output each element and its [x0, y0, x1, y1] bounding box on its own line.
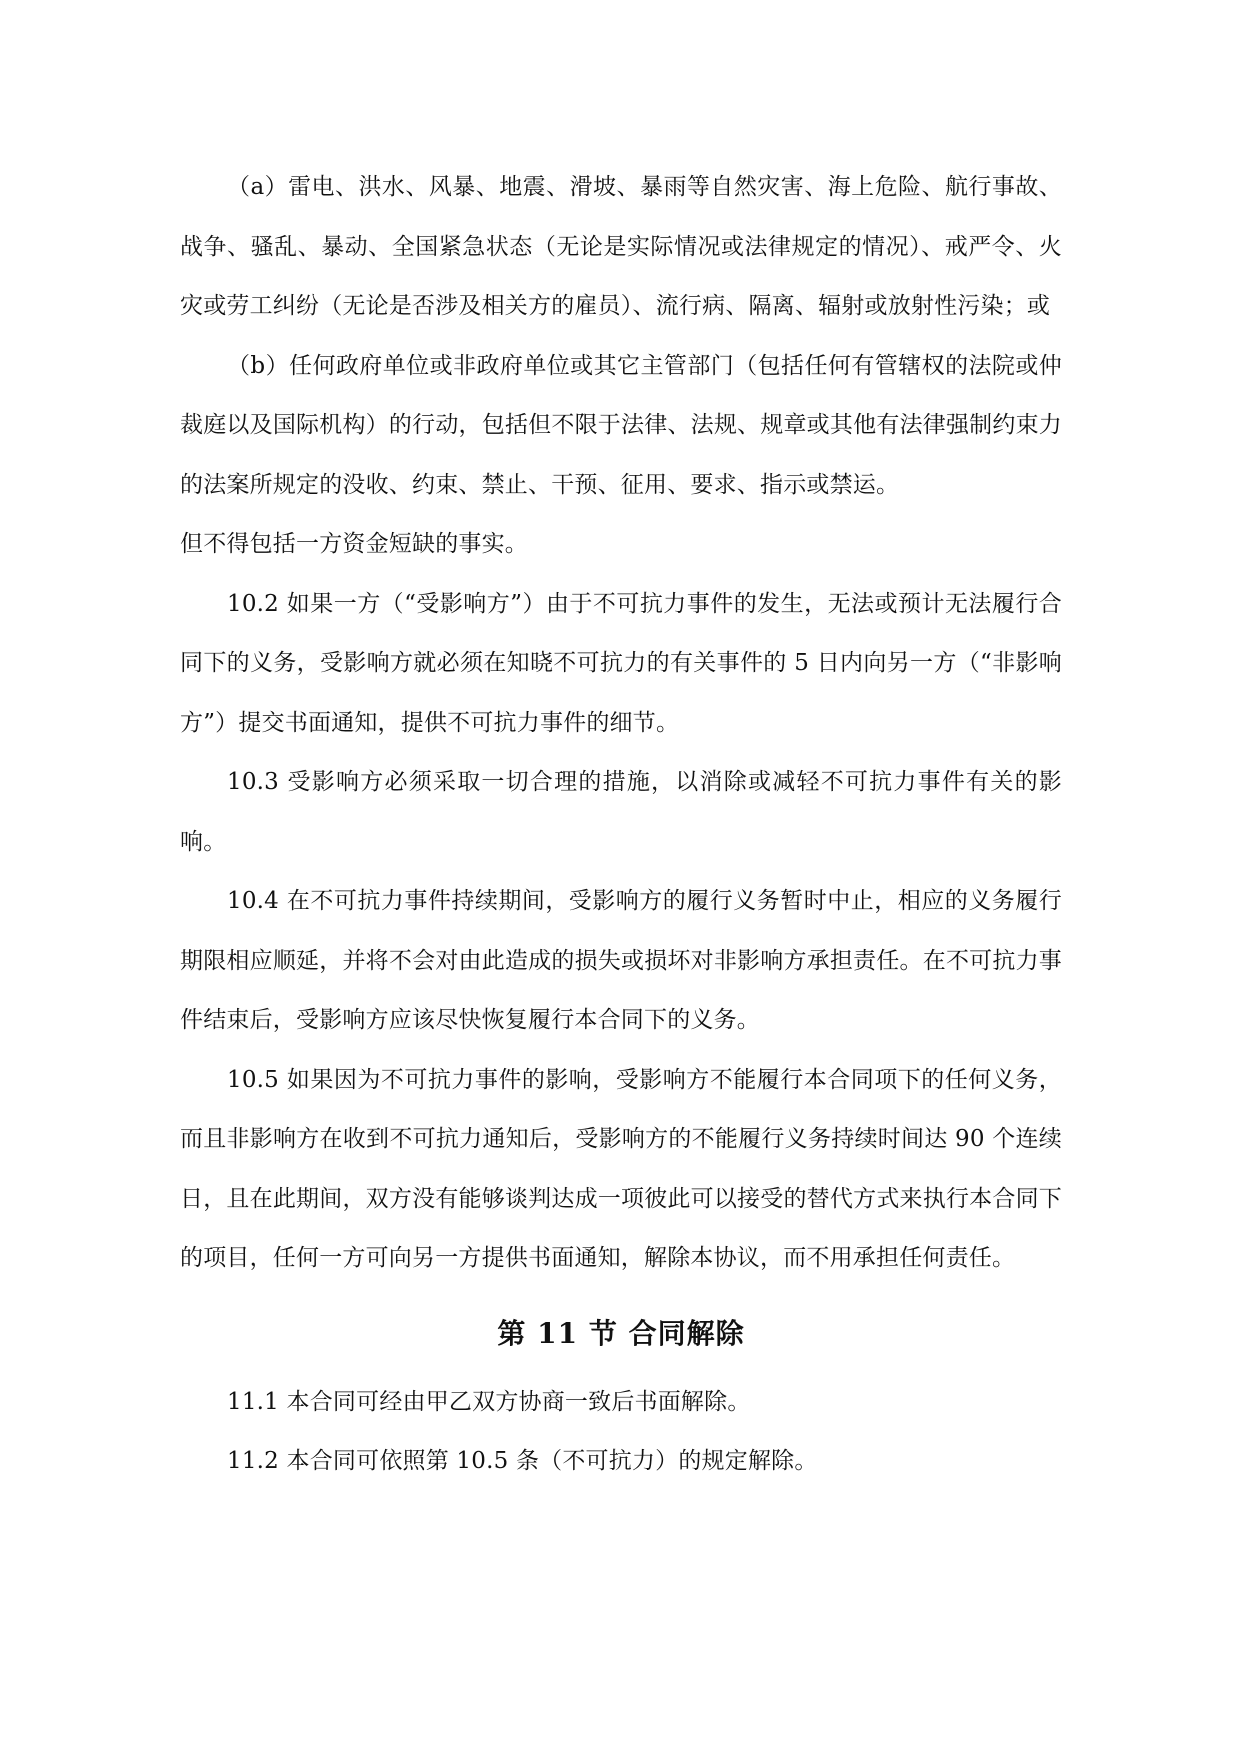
section-11-heading: 第 11 节 合同解除 [497, 1316, 745, 1350]
clause-10-4: 10.4 在不可抗力事件持续期间，受影响方的履行义务暂时中止，相应的义务履行期限相应顺延，并将不会对由此造成的损失或损坏对非影响方承担责任。在不可抗力事件结束后，受影响方应该尽快恢复履行本合同下的义务。 [180, 888, 1062, 1033]
clause-10-2: 10.2 如果一方（“受影响方”）由于不可抗力事件的发生，无法或预计无法履行合同下的义务，受影响方就必须在知晓不可抗力的有关事件的 5 日内向另一方（“非影响方”）提交书面通知，提供不可抗力事件的细节。 [180, 590, 1062, 736]
clause-10-3: 10.3 受影响方必须采取一切合理的措施，以消除或减轻不可抗力事件有关的影响。 [180, 769, 1062, 855]
exclusion-note: 但不得包括一方资金短缺的事实。 [180, 531, 528, 557]
document-page [180, 158, 1062, 1492]
clause-10-5: 10.5 如果因为不可抗力事件的影响，受影响方不能履行本合同项下的任何义务，而且非影响方在收到不可抗力通知后，受影响方的不能履行义务持续时间达 90 个连续日，且在此期间，双方没有能够谈判达成一项彼此可以接受的替代方式来执行本合同下的项目，任何一方可向另一方提供书面通知，解除本协议，而不用承担任何责任。 [180, 1066, 1062, 1271]
clause-11-1: 11.1 本合同可经由甲乙双方协商一致后书面解除。 [227, 1388, 751, 1415]
clause-b-government-actions: （b）任何政府单位或非政府单位或其它主管部门（包括任何有管辖权的法院或仲裁庭以及国际机构）的行动，包括但不限于法律、法规、规章或其他有法律强制约束力的法案所规定的没收、约束、禁止、干预、征用、要求、指示或禁运。 [180, 352, 1062, 498]
clause-a-natural-disasters: （a）雷电、洪水、风暴、地震、滑坡、暴雨等自然灾害、海上危险、航行事故、战争、骚乱、暴动、全国紧急状态（无论是实际情况或法律规定的情况）、戒严令、火灾或劳工纠纷（无论是否涉及相关方的雇员）、流行病、隔离、辐射或放射性污染；或 [180, 174, 1062, 319]
clause-11-2: 11.2 本合同可依照第 10.5 条（不可抗力）的规定解除。 [227, 1448, 818, 1474]
